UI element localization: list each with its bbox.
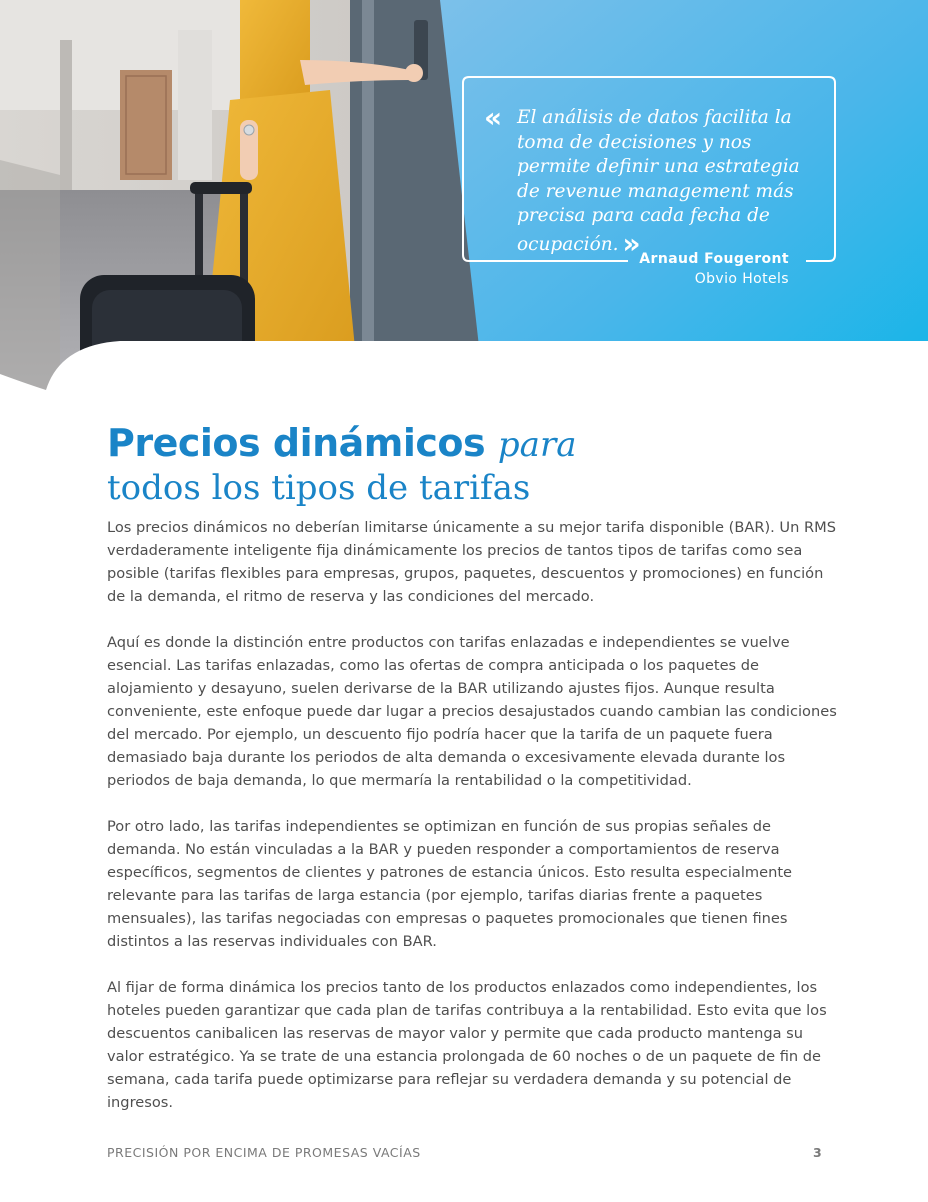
quote-organization: Obvio Hotels bbox=[694, 271, 789, 287]
title-line-1 bbox=[107, 420, 576, 468]
paragraph-2: Aquí es donde la distinción entre productos con tarifas enlazadas e independientes se vuelve esencial. Las tarifas enlazadas, como las ofertas de compra anticipada o los paquetes de alojamiento y desayuno, suelen derivarse de la BAR utilizando ajustes fijos. Aunque resulta conveniente, este enfoque puede dar lugar a precios desajustados cuando cambian las condiciones del mercado. Por ejemplo, un descuento fijo podría hacer que la tarifa de un paquete fuera demasiado baja durante los periodos de alta demanda o excesivamente elevada durante los periodos de baja demanda, lo que mermaría la rentabilidad o la competitividad. bbox=[107, 634, 837, 789]
page-number: 3 bbox=[813, 1145, 822, 1160]
footer-title: PRECISIÓN POR ENCIMA DE PROMESAS VACÍAS bbox=[107, 1145, 421, 1160]
paragraph-4: Al fijar de forma dinámica los precios tanto de los productos enlazados como independientes, los hoteles pueden garantizar que cada plan de tarifas contribuya a la rentabilidad. Esto evita que los descuentos canibalicen las reservas de mayor valor y permite que cada producto mantenga su valor estratégico. Ya se trate de una estancia prolongada de 60 noches o de un paquete de fin de semana, cada tarifa puede optimizarse para reflejar su verdadera demanda y su potencial de ingresos. bbox=[107, 979, 827, 1111]
paragraph-1: Los precios dinámicos no deberían limitarse únicamente a su mejor tarifa disponible (BAR). Un RMS verdaderamente inteligente fija dinámicamente los precios de tantos tipos de tarifas como sea posible (tarifas flexibles para empresas, grupos, paquetes, descuentos y promociones) en función de la demanda, el ritmo de reserva y las condiciones del mercado. bbox=[107, 519, 836, 605]
title-line-2: todos los tipos de tarifas bbox=[107, 468, 531, 508]
quote-text: El análisis de datos facilita la toma de decisiones y nos permite definir una estrategia de revenue management más precisa para cada fecha de ocupación. bbox=[517, 107, 800, 255]
title-bold: Precios dinámicos bbox=[107, 421, 486, 465]
quote-attribution bbox=[639, 249, 789, 289]
close-quote-icon: » bbox=[622, 226, 641, 260]
page-title bbox=[107, 420, 576, 508]
body-text bbox=[107, 516, 837, 1137]
title-italic: para bbox=[497, 425, 577, 465]
quote-author: Arnaud Fougeront bbox=[639, 251, 789, 267]
paragraph-3: Por otro lado, las tarifas independientes se optimizan en función de sus propias señales de demanda. No están vinculadas a la BAR y pueden responder a comportamientos de reserva específicos, segmentos de clientes y patrones de estancia únicos. Esto resulta especialmente relevante para las tarifas de larga estancia (por ejemplo, tarifas diarias frente a paquetes mensuales), las tarifas negociadas con empresas o paquetes promocionales que tienen fines distintos a las reservas individuales con BAR. bbox=[107, 818, 793, 950]
open-quote-icon: « bbox=[484, 101, 503, 134]
